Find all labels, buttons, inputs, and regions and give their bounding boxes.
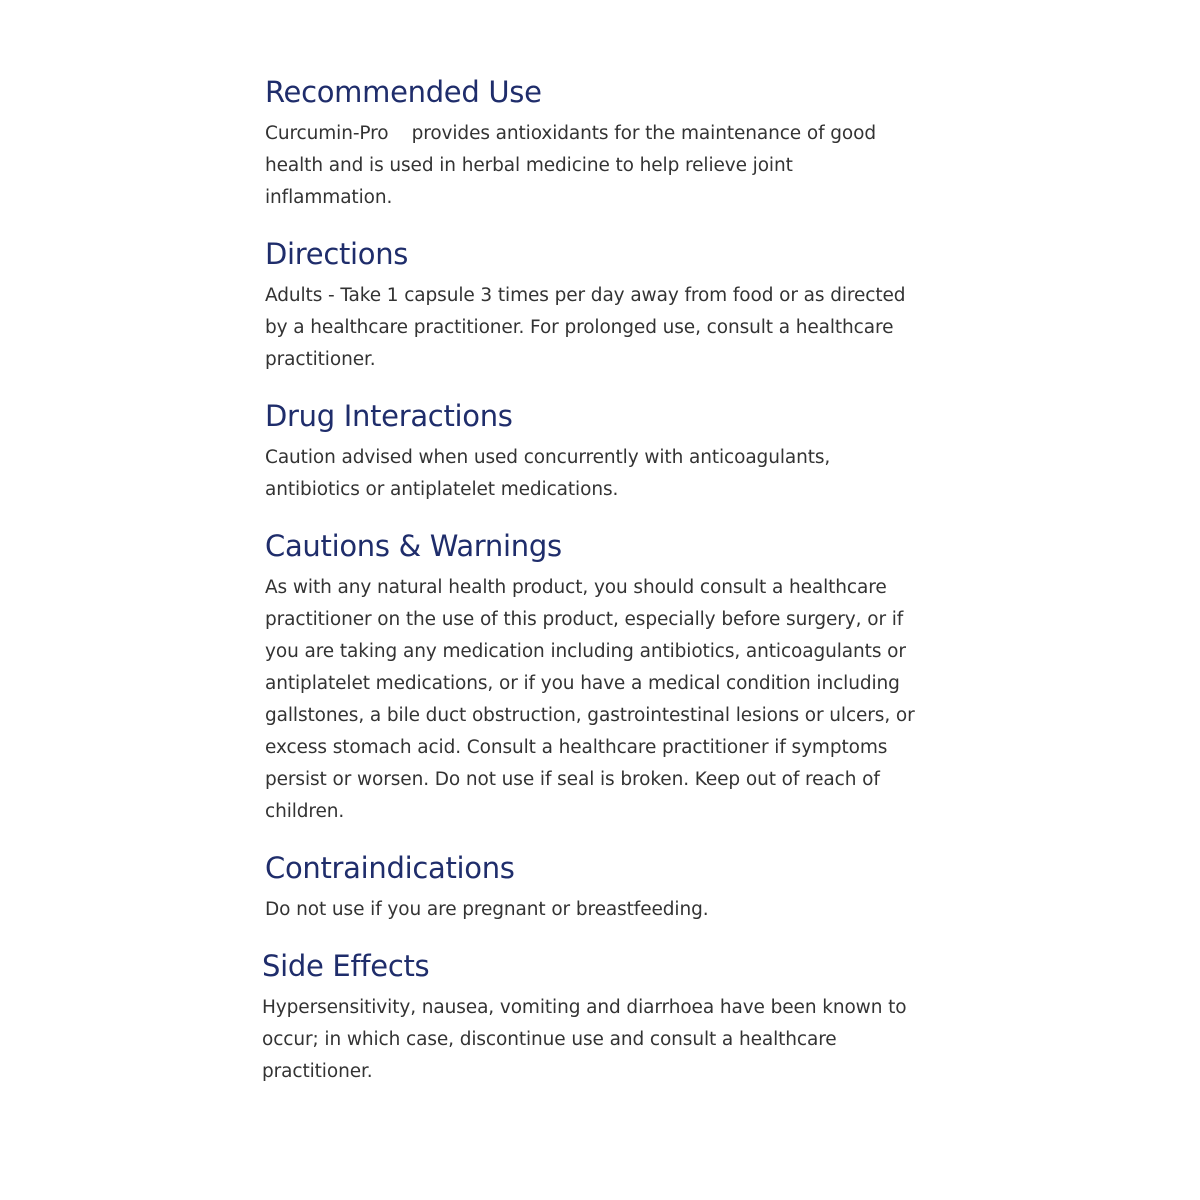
section-body: Hypersensitivity, nausea, vomiting and diarrhoea have been known to occur; in which case, discontinue use and consult a healthcare practitioner. [262, 997, 907, 1082]
section-body: Caution advised when used concurrently with anticoagulants, antibiotics or antiplatelet medications. [265, 447, 831, 500]
section-side-effects [262, 944, 925, 1088]
section-body: Adults - Take 1 capsule 3 times per day away from food or as directed by a healthcare practitioner. For prolonged use, consult a healthcare practitioner. [265, 285, 906, 370]
section-body: Curcumin-Pro provides antioxidants for the maintenance of good health and is used in herbal medicine to help relieve joint inflammation. [265, 123, 877, 208]
section-body: Do not use if you are pregnant or breastfeeding. [265, 899, 709, 920]
section-heading: Contraindications [265, 851, 515, 885]
section-body: As with any natural health product, you should consult a healthcare practitioner on the use of this product, especially before surgery, or if you are taking any medication including antibiotics, anticoagulants or antiplatelet medications, or if you have a medical condition including gallstones, a bile duct obstruction, gastrointestinal lesions or ulcers, or excess stomach acid. Consult a healthcare practitioner if symptoms persist or worsen. Do not use if seal is broken. Keep out of reach of children. [265, 577, 915, 822]
section-drug-interactions [265, 394, 925, 506]
section-cautions-warnings [265, 524, 925, 828]
section-heading: Directions [265, 237, 409, 271]
product-info [262, 70, 925, 1088]
section-heading: Recommended Use [265, 75, 542, 109]
section-directions [265, 232, 925, 376]
section-contraindications [265, 846, 925, 926]
section-heading: Cautions & Warnings [265, 529, 562, 563]
section-heading: Side Effects [262, 949, 430, 983]
section-recommended-use [265, 70, 925, 214]
section-heading: Drug Interactions [265, 399, 513, 433]
